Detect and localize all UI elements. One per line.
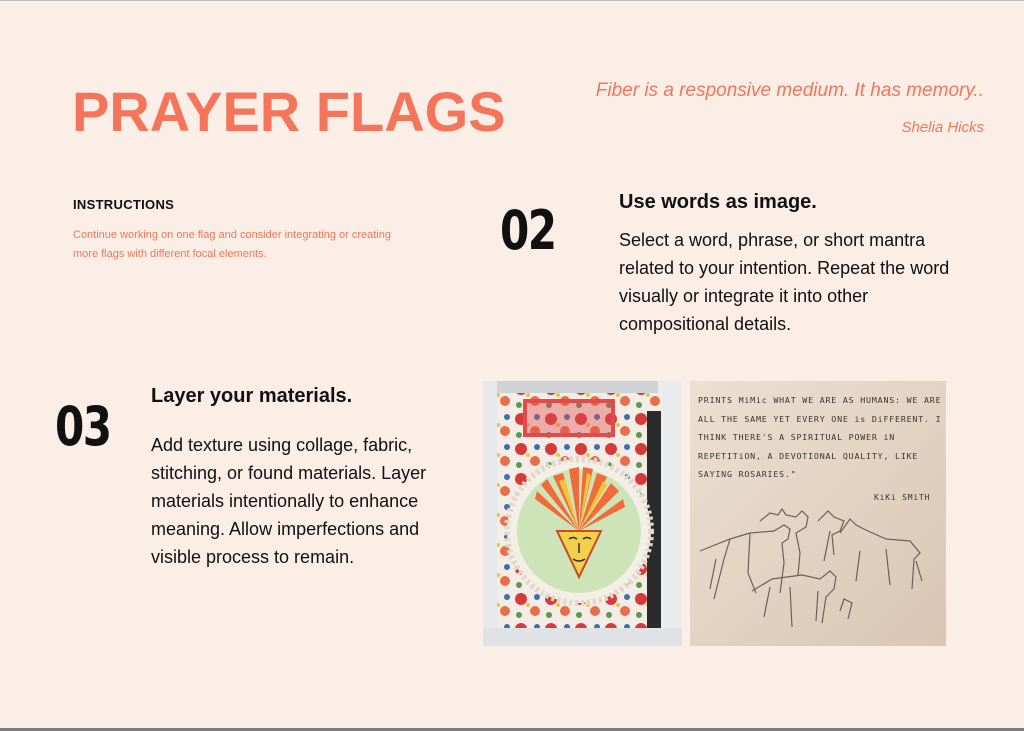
step-number-02: 02: [500, 199, 556, 262]
step-02-text: Select a word, phrase, or short mantra related to your intention. Repeat the word visually or integrate it into other compositional details.: [619, 230, 950, 334]
quote-text: Fiber is a responsive medium. It has memory..: [595, 80, 984, 101]
handwritten-signature: KiKi SMiTH: [874, 493, 931, 502]
instructions-text: Continue working on one flag and consider integrating or creating more flags with different focal elements.: [73, 229, 391, 260]
instructions-heading: INSTRUCTIONS: [73, 197, 175, 212]
step-02-heading: Use words as image.: [619, 191, 817, 213]
page-title: PRAYER FLAGS: [72, 80, 506, 143]
handwritten-note: PRINTS MiMic WHAT WE ARE AS HUMANS: WE ARE ALL THE SAME YET EVERY ONE is DiFFERENT. I THINK THERE'S A SPIRITUAL POWER iN REPETITiON, A DEVOTIONAL QUALITY, LIKE SAYING ROSARIES.": [698, 395, 942, 479]
step-03-heading: Layer your materials.: [151, 385, 353, 407]
prayer-flag-illustration: [483, 381, 682, 646]
prayer-flag-photo: [483, 381, 682, 646]
step-03-text: Add texture using collage, fabric, stitching, or found materials. Layer materials intentionally to enhance meaning. Allow imperfections and visible process to remain.: [151, 435, 427, 567]
drawing-photo: [690, 381, 946, 646]
step-number-03: 03: [55, 395, 111, 458]
quote-attribution: Shelia Hicks: [901, 119, 984, 136]
